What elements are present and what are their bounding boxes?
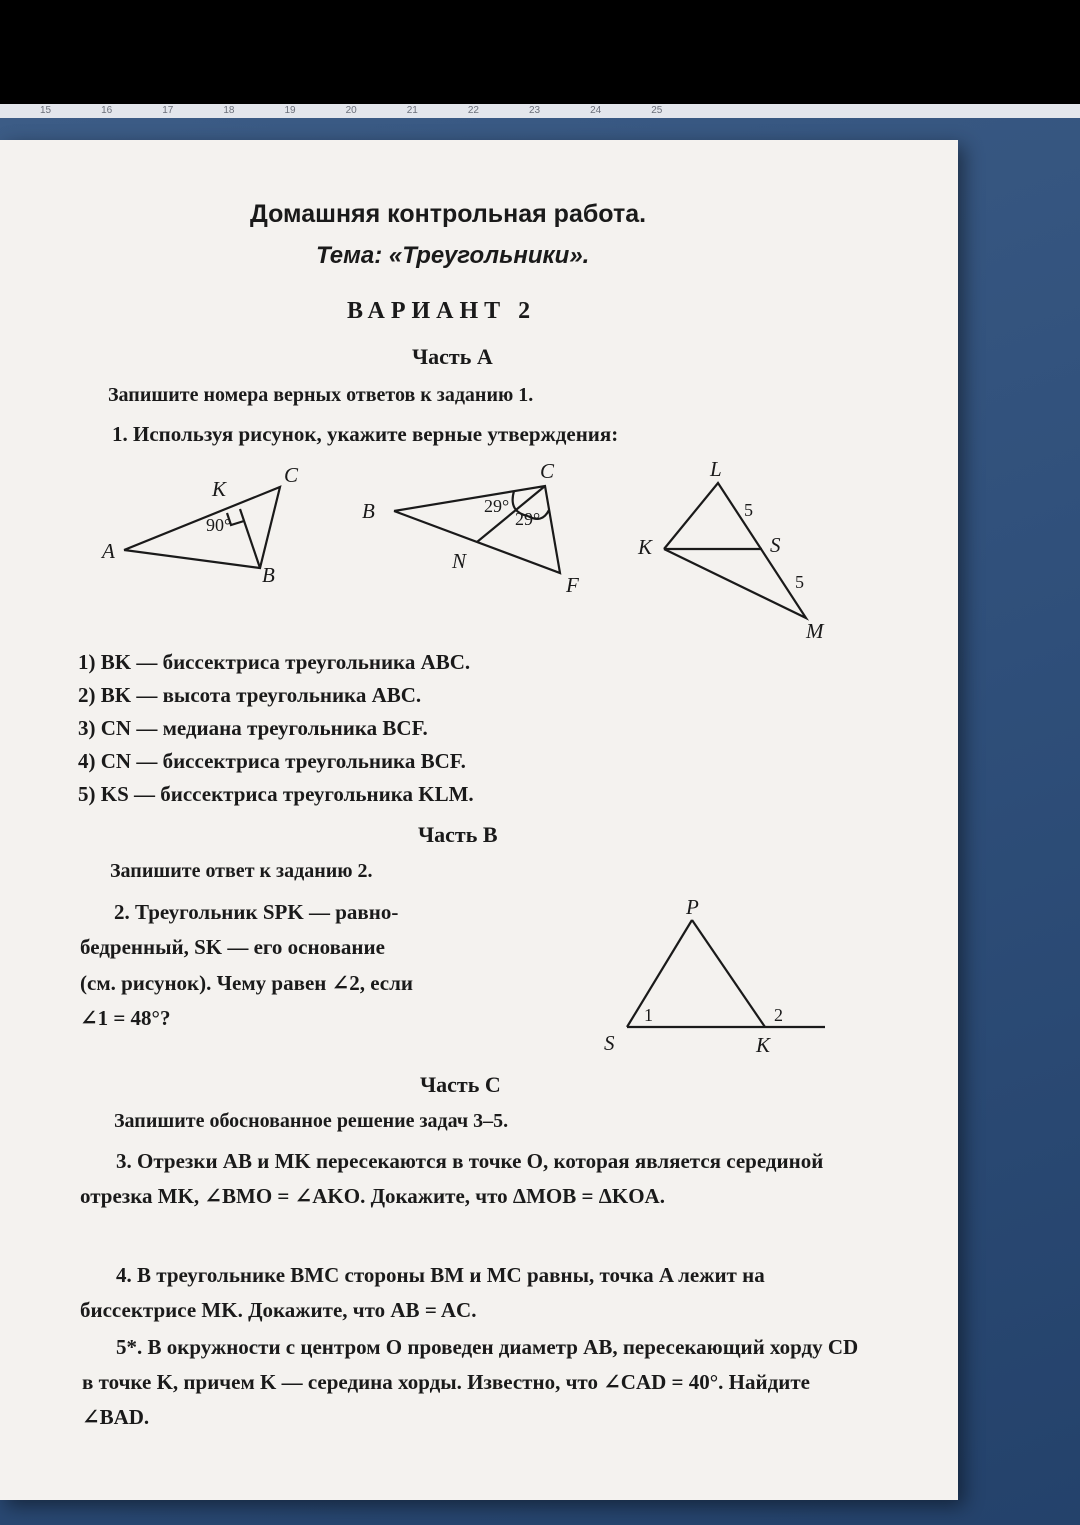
ruler-mark: 15: [40, 105, 52, 116]
part-a-instruction: Запишите номера верных ответов к заданию 1.: [108, 384, 534, 406]
ruler-mark: 22: [467, 105, 479, 116]
fig2-angle-2: 29°: [515, 509, 541, 529]
task-2-line-4: ∠1 = 48°?: [80, 1006, 171, 1030]
fig1-label-c: C: [284, 463, 299, 487]
fig3-label-k: K: [638, 535, 653, 559]
fig3-side-ls: 5: [744, 500, 753, 520]
part-c-heading: Часть С: [420, 1072, 501, 1097]
part-b-heading: Часть В: [418, 822, 498, 847]
fig3-side-sm: 5: [795, 572, 804, 592]
fig4-angle-1: 1: [644, 1005, 653, 1025]
fig4-angle-2: 2: [774, 1005, 783, 1025]
task-4-text: 4. В треугольнике BMC стороны BM и MC равны, точка A лежит на биссектрисе MK. Докажите, что AB = AC.: [80, 1263, 765, 1322]
fig2-label-c: C: [540, 459, 555, 483]
ruler-mark: 16: [101, 105, 113, 116]
fig2-label-b: B: [362, 499, 375, 523]
statement-3: 3) CN — медиана треугольника BCF.: [78, 716, 428, 740]
part-b-instruction: Запишите ответ к заданию 2.: [110, 860, 373, 882]
statement-4: 4) CN — биссектриса треугольника BCF.: [78, 749, 466, 773]
statement-1: 1) BK — биссектриса треугольника ABC.: [78, 650, 471, 674]
task-1-text: 1. Используя рисунок, укажите верные утверждения:: [112, 422, 619, 446]
task-5-text: 5*. В окружности с центром O проведен диаметр AB, пересекающий хорду CD в точке K, причем K — середина хорды. Известно, что ∠CAD = 40°. Найдите ∠BAD.: [82, 1335, 859, 1429]
task-3-text: 3. Отрезки AB и MK пересекаются в точке O, которая является серединой отрезка MK, ∠BMO = ∠AKO. Докажите, что ΔMOB = ΔKOA.: [80, 1149, 824, 1208]
ruler-mark: 24: [590, 105, 602, 116]
page-topic: Тема: «Треугольники».: [316, 242, 590, 269]
ruler-mark: 19: [284, 105, 296, 116]
statement-5: 5) KS — биссектриса треугольника KLM.: [78, 782, 474, 806]
fig3-label-s: S: [770, 533, 781, 557]
statement-2: 2) BK — высота треугольника ABC.: [78, 683, 422, 707]
fig1-label-b: B: [262, 563, 275, 587]
ruler-mark: 23: [529, 105, 541, 116]
task-2-line-2: бедренный, SK — его основание: [80, 935, 385, 959]
ruler-mark: 17: [162, 105, 174, 116]
ruler-mark: 25: [651, 105, 663, 116]
fig1-label-a: A: [102, 539, 115, 563]
document-ruler: [0, 104, 1080, 118]
variant-heading: ВАРИАНТ 2: [347, 298, 537, 324]
document-page: [0, 140, 958, 1500]
fig2-label-n: N: [452, 549, 467, 573]
ruler-mark: 18: [223, 105, 235, 116]
fig1-label-k: K: [212, 477, 227, 501]
fig4-label-s: S: [604, 1031, 615, 1055]
ruler-mark: 20: [345, 105, 357, 116]
fig4-label-k: K: [756, 1033, 771, 1057]
part-c-instruction: Запишите обоснованное решение задач 3–5.: [114, 1110, 509, 1132]
task-2-line-1: 2. Треугольник SPK — равно-: [114, 900, 399, 924]
page-title: Домашняя контрольная работа.: [250, 200, 647, 228]
part-a-heading: Часть А: [412, 344, 493, 369]
fig3-label-m: M: [806, 619, 824, 643]
fig2-label-f: F: [566, 573, 579, 597]
fig1-angle-90: 90°: [206, 515, 232, 535]
task-2-line-3: (см. рисунок). Чему равен ∠2, если: [80, 971, 413, 995]
fig2-angle-1: 29°: [484, 496, 510, 516]
fig3-label-l: L: [710, 457, 722, 481]
fig4-label-p: P: [686, 895, 699, 919]
ruler-mark: 21: [406, 105, 418, 116]
